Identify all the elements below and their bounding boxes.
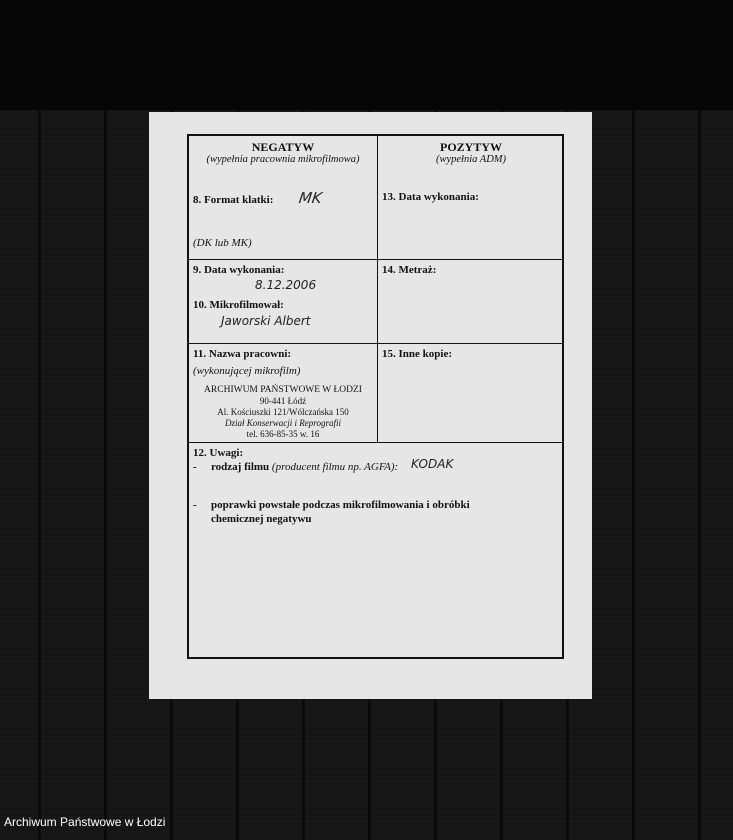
row-divider-1 <box>189 259 562 260</box>
data-wykonania-label: 9. Data wykonania: <box>193 264 285 276</box>
format-klatki-hint: (DK lub MK) <box>193 237 252 249</box>
poprawki-line-2: chemicznej negatywu <box>211 513 312 525</box>
rodzaj-filmu-value: KODAK <box>411 457 454 471</box>
row-divider-3 <box>189 442 562 443</box>
uwagi-item-1 <box>211 461 398 473</box>
microfilm-form-sheet <box>149 112 592 699</box>
poprawki-line-1: poprawki powstałe podczas mikrofilmowania i obróbki <box>211 499 470 511</box>
column-divider <box>377 136 378 442</box>
mikrofilmowal-label: 10. Mikrofilmował: <box>193 299 284 311</box>
nazwa-pracowni-label: 11. Nazwa pracowni: <box>193 348 292 360</box>
negatyw-subtitle: (wypełnia pracownia mikrofilmowa) <box>206 154 360 165</box>
negatyw-title: NEGATYW <box>251 140 315 154</box>
stamp-line-3: Al. Kościuszki 121/Wólczańska 150 <box>217 407 349 417</box>
mikrofilmowal-signature: Jaworski Albert <box>221 314 311 328</box>
metraz-label: 14. Metraż: <box>382 264 437 276</box>
uwagi-label: 12. Uwagi: <box>193 447 244 459</box>
form-table <box>187 134 564 659</box>
inne-kopie-label: 15. Inne kopie: <box>382 348 452 360</box>
film-border-top <box>0 0 733 110</box>
row-divider-2 <box>189 343 562 344</box>
pozytyw-title: POZYTYW <box>439 140 502 154</box>
uwagi-bullet-2: - <box>193 499 197 511</box>
uwagi-bullet-1: - <box>193 461 197 473</box>
nazwa-pracowni-hint: (wykonującej mikrofilm) <box>193 365 301 377</box>
data-wykonania-value: 8.12.2006 <box>255 278 317 292</box>
rodzaj-filmu-label: rodzaj filmu <box>211 461 270 473</box>
format-klatki-label: 8. Format klatki: <box>193 194 274 206</box>
pozytyw-subtitle: (wypełnia ADM) <box>435 154 507 165</box>
stamp-line-2: 90-441 Łódź <box>259 396 307 406</box>
pozytyw-data-wykonania-label: 13. Data wykonania: <box>382 191 479 203</box>
stamp-line-5: tel. 636-85-35 w. 16 <box>246 429 320 439</box>
stamp-line-4: Dział Konserwacji i Reprografii <box>225 418 341 428</box>
archive-caption: Archiwum Państwowe w Łodzi <box>4 815 166 829</box>
format-klatki-value: MK <box>297 189 324 207</box>
rodzaj-filmu-hint: (producent filmu np. AGFA): <box>271 461 399 473</box>
stamp-line-1: ARCHIWUM PAŃSTWOWE W ŁODZI <box>204 385 362 395</box>
